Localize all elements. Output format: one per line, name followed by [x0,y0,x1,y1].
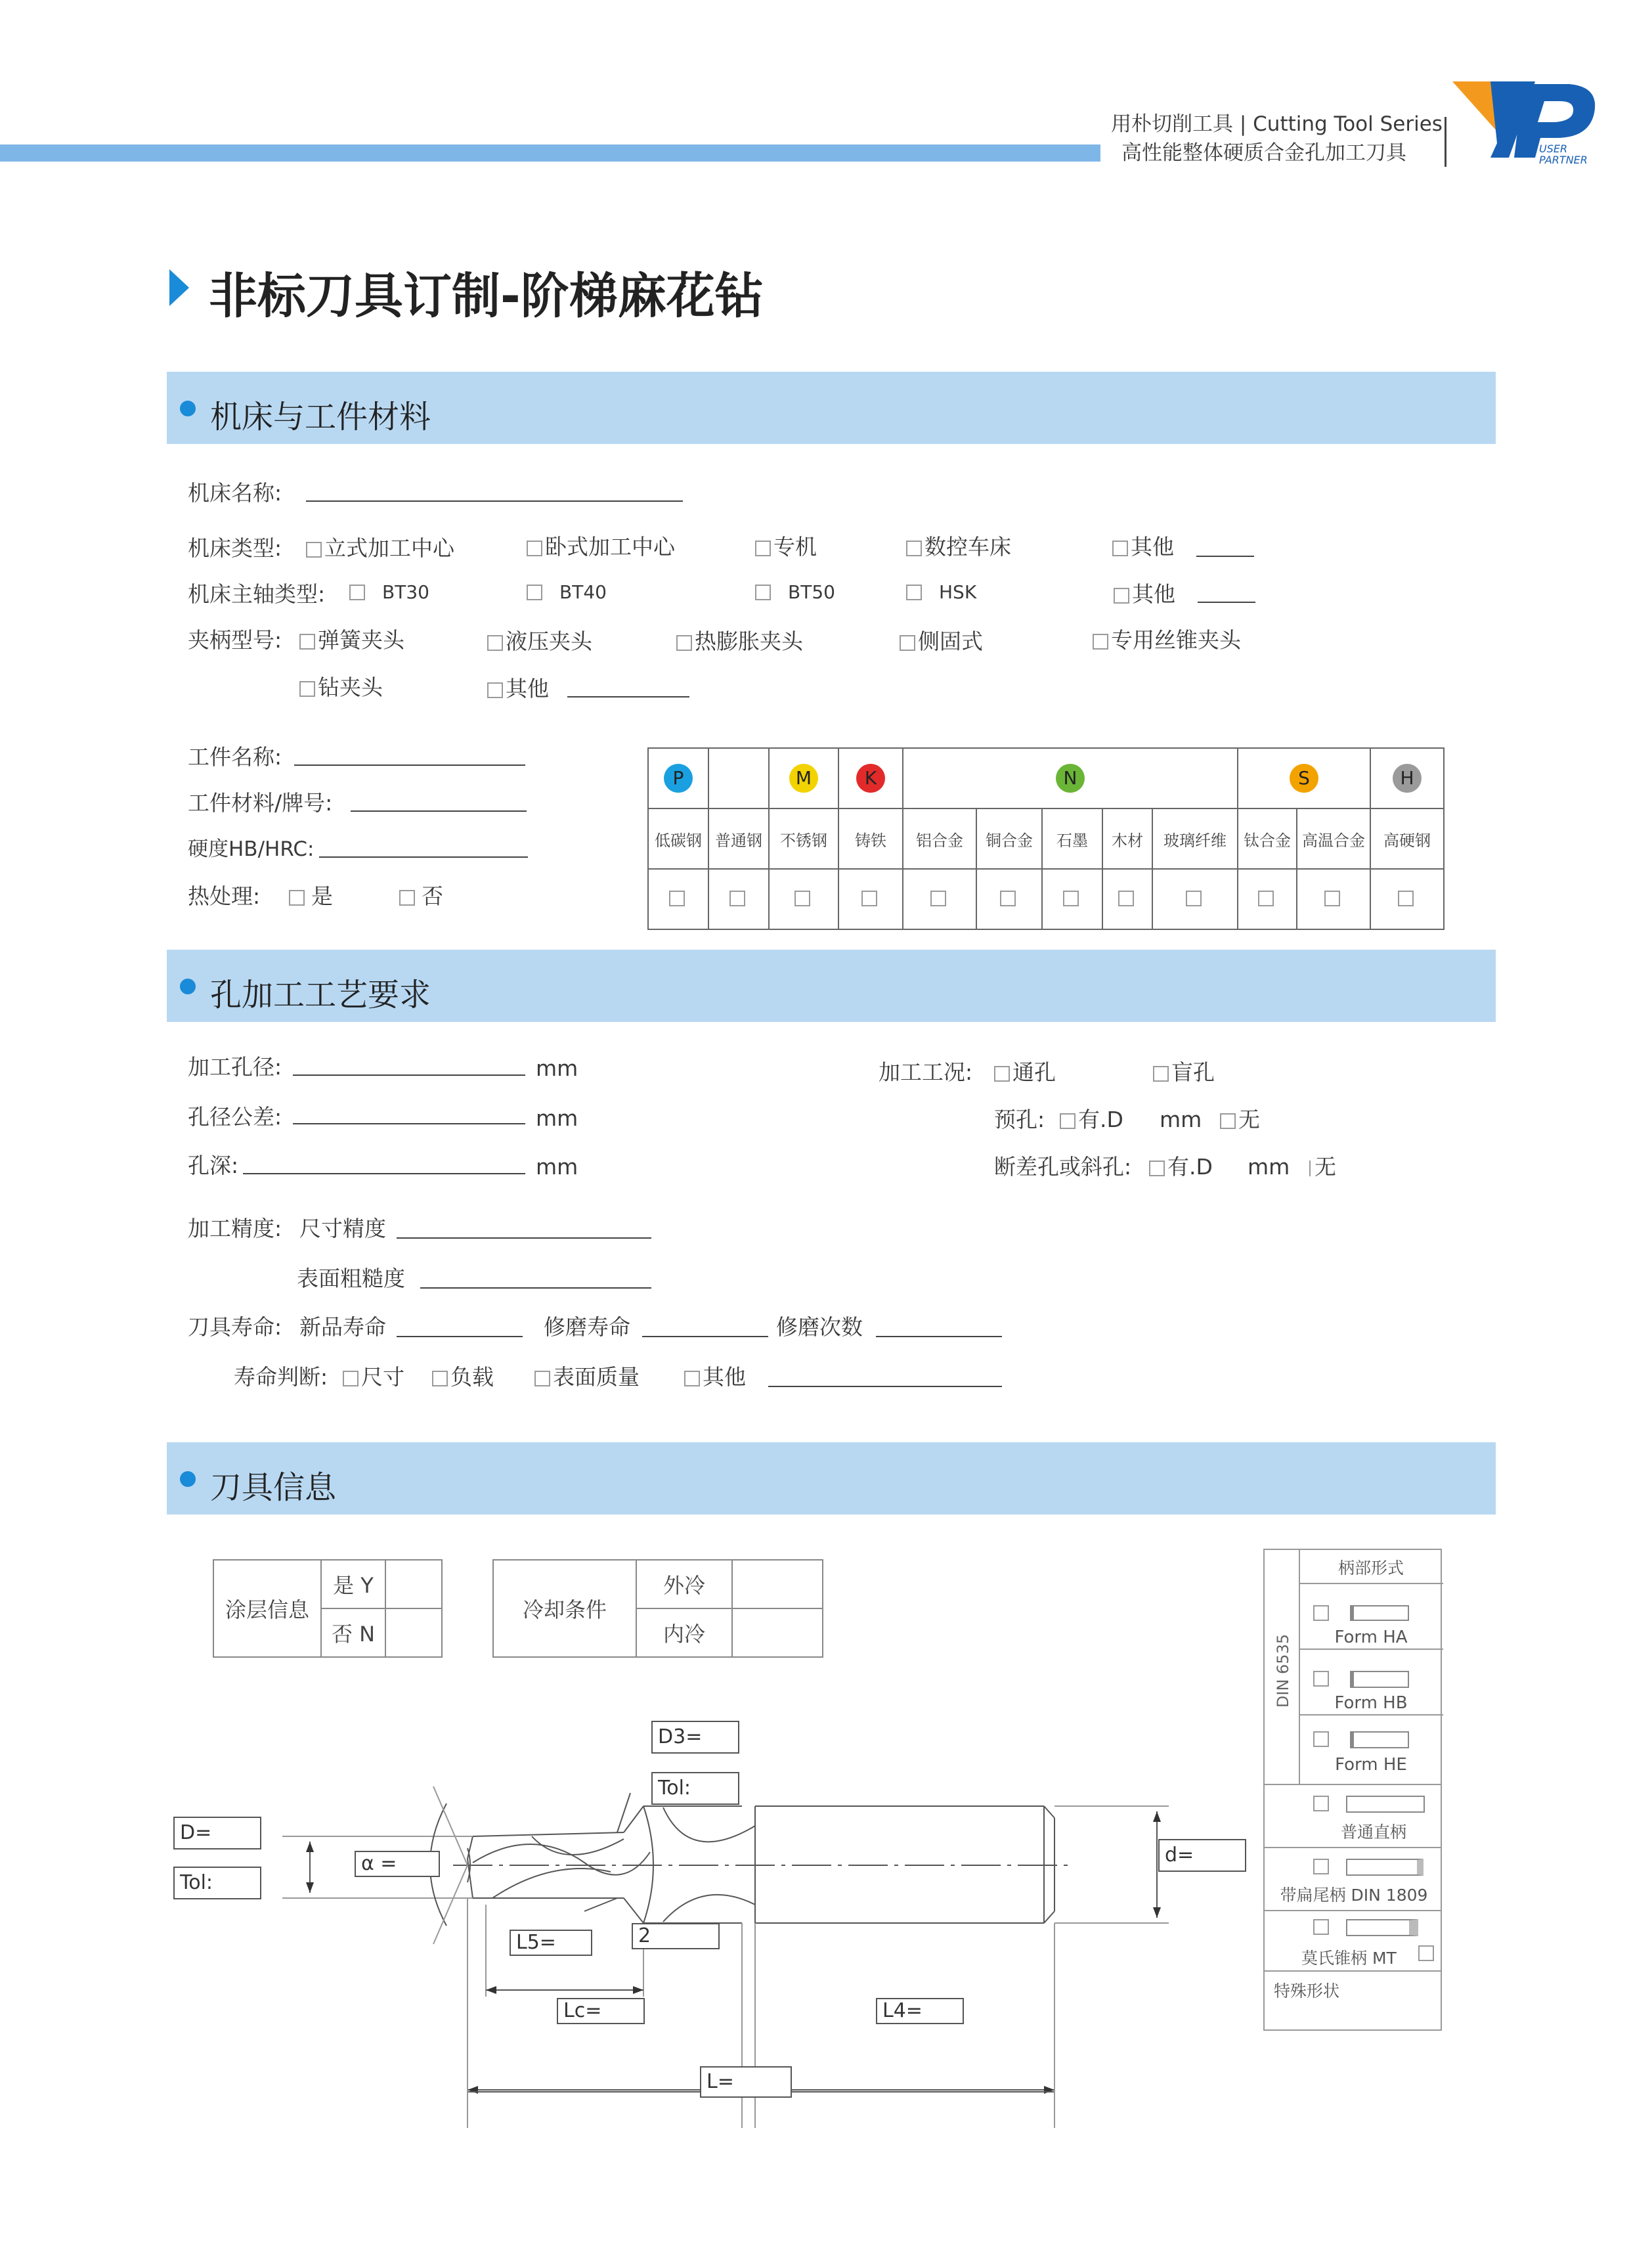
spindle-other[interactable]: 其他 [1114,583,1175,605]
cond-blind[interactable]: 盲孔 [1153,1061,1215,1083]
mt-cnc-lathe[interactable]: 数控车床 [906,536,1011,558]
step-hole-no[interactable]: 无 [1309,1156,1336,1178]
checkbox[interactable] [906,585,922,600]
checkbox[interactable] [676,635,692,651]
material-fiberglass: 玻璃纤维 [1152,808,1238,869]
group-s [1238,748,1370,808]
mt-other[interactable]: 其他 [1112,536,1174,558]
group-h [1370,748,1444,808]
shank-ha-checkbox[interactable] [1313,1605,1329,1621]
new-life-label: 新品寿命 [299,1314,386,1340]
hole-diameter-label: 加工孔径: [188,1054,282,1080]
workpiece-material-label: 工件材料/牌号: [188,790,333,816]
coating-no-cell[interactable] [385,1608,442,1657]
coating-no-label: 否 N [321,1608,385,1657]
holder-side-lock[interactable]: 侧固式 [900,631,983,652]
shank-flat-checkbox[interactable] [1313,1859,1329,1874]
machine-name-label: 机床名称: [188,480,282,506]
group-m-icon: M [789,764,818,793]
coating-yes-label: 是 Y [321,1560,385,1608]
material-cast-iron: 铸铁 [838,808,903,869]
unit-mm: mm [1160,1107,1202,1132]
checkbox[interactable] [1398,891,1414,906]
shank-mt-size-checkbox[interactable] [1418,1945,1434,1961]
heat-no[interactable]: 否 [399,885,443,907]
checkbox[interactable] [755,541,771,556]
workpiece-name-field[interactable] [294,764,525,766]
regrind-count-label: 修磨次数 [776,1314,863,1340]
section-dot-icon [180,401,196,416]
series-line-1: 用朴切削工具 | Cutting Tool Series [1111,112,1443,136]
shank-he-checkbox[interactable] [1313,1731,1329,1747]
unit-mm: mm [536,1154,578,1180]
checkbox[interactable] [527,541,542,556]
dim-shank-d-box[interactable]: d= [1158,1839,1246,1872]
checkbox[interactable] [755,585,771,600]
hole-diameter-field[interactable] [293,1074,525,1076]
holder-other[interactable]: 其他 [487,678,549,699]
mt-vertical[interactable]: 立式加工中心 [306,537,454,559]
material-checkbox-cell[interactable] [838,869,903,929]
holder-shrink[interactable]: 热膨胀夹头 [676,631,803,652]
material-checkbox-cell[interactable] [1102,869,1152,929]
group-k-icon: K [856,764,885,793]
shank-special-label: 特殊形状 [1274,1981,1340,2001]
machine-name-field[interactable] [306,500,683,502]
heat-yes[interactable]: 是 [289,885,333,907]
checkbox[interactable] [1220,1113,1236,1129]
roughness-field[interactable] [420,1287,651,1289]
heat-treatment-label: 热处理: [188,883,261,909]
material-checkbox-cell[interactable] [1370,869,1444,929]
hole-depth-label: 孔深: [188,1153,239,1178]
group-s-icon: S [1290,764,1318,793]
checkbox[interactable] [861,891,877,906]
cond-through[interactable]: 通孔 [994,1061,1056,1083]
shank-hb-checkbox[interactable] [1313,1671,1329,1687]
checkbox[interactable] [1149,1161,1165,1176]
judge-other-field[interactable] [768,1386,1002,1387]
din-label: DIN 6535 [1274,1633,1293,1708]
cooling-internal-label: 内冷 [636,1608,732,1657]
spindle-label: 机床主轴类型: [188,581,326,607]
holder-hydraulic[interactable]: 液压夹头 [487,631,592,652]
shank-mt-icon [1346,1919,1418,1936]
spindle-bt40[interactable]: BT40 [527,583,607,602]
section-title: 孔加工工艺要求 [210,977,431,1013]
holder-collet[interactable]: 弹簧夹头 [299,629,404,651]
mt-special[interactable]: 专机 [755,536,817,558]
prehole-label: 预孔: [994,1107,1045,1132]
checkbox[interactable] [930,891,946,906]
section-title: 刀具信息 [210,1469,337,1506]
section-dot-icon [180,1471,196,1487]
checkbox[interactable] [684,1371,700,1386]
checkbox[interactable] [1118,891,1134,906]
group-n [903,748,1238,808]
holder-label: 夹柄型号: [188,627,282,653]
checkbox[interactable] [1186,891,1202,906]
shank-ha-label: Form HA [1334,1627,1408,1647]
judge-surface[interactable]: 表面质量 [534,1366,640,1388]
coating-table [213,1559,443,1658]
condition-label: 加工工况: [879,1059,973,1085]
spindle-bt30[interactable]: BT30 [349,583,429,602]
page-title: 非标刀具订制-阶梯麻花钻 [209,268,764,324]
dim-accuracy-label: 尺寸精度 [299,1216,386,1241]
unit-mm: mm [536,1055,578,1081]
dim-l5-box[interactable]: L5= [510,1930,592,1956]
step-drill-drawing [164,1708,1267,2128]
shank-hb-label: Form HB [1334,1693,1408,1713]
checkbox[interactable] [1093,634,1108,650]
shank-mt-checkbox[interactable] [1313,1919,1329,1935]
step-hole-label: 断差孔或斜孔: [994,1154,1132,1180]
checkbox[interactable] [299,681,315,697]
shank-flat-label: 带扁尾柄 DIN 1809 [1280,1886,1428,1905]
title-arrow-icon [169,269,189,306]
shank-title: 柄部形式 [1337,1559,1404,1578]
coating-label: 涂层信息 [213,1560,321,1657]
overall-length-ext-left [467,1997,468,2128]
dim-tol1-box[interactable]: Tol: [173,1867,261,1899]
checkbox[interactable] [1063,891,1079,906]
checkbox[interactable] [534,1371,550,1386]
step-hole-yes[interactable]: 有.D [1149,1156,1213,1178]
checkbox[interactable] [299,634,315,650]
material-common-steel: 普通钢 [708,808,769,869]
checkbox[interactable] [289,890,305,906]
hole-depth-field[interactable] [243,1173,525,1174]
spindle-other-field[interactable] [1198,602,1255,603]
cooling-external-cell[interactable] [732,1560,823,1608]
dim-d-box[interactable]: D= [173,1817,261,1849]
checkbox[interactable] [900,635,915,651]
checkbox[interactable] [1000,891,1016,906]
tool-life-label: 刀具寿命: [188,1314,282,1340]
new-life-field[interactable] [397,1336,523,1337]
section-machine-material [167,372,1496,444]
material-checkbox-cell[interactable] [976,869,1042,929]
checkbox[interactable] [527,585,542,600]
shank-he-label: Form HE [1335,1755,1407,1775]
series-line-2: 高性能整体硬质合金孔加工刀具 [1121,141,1406,165]
cooling-table [492,1559,823,1658]
workpiece-name-label: 工件名称: [188,744,282,770]
checkbox[interactable] [1153,1066,1169,1082]
spindle-hsk[interactable]: HSK [906,583,976,602]
material-checkbox-cell[interactable] [769,869,838,929]
prehole-no[interactable]: 无 [1220,1109,1260,1130]
dim-accuracy-field[interactable] [397,1237,651,1239]
machine-type-label: 机床类型: [188,535,282,561]
group-n-icon: N [1056,764,1085,793]
regrind-life-field[interactable] [642,1336,768,1337]
checkbox[interactable] [906,541,922,556]
judge-other[interactable]: 其他 [684,1366,746,1388]
checkbox[interactable] [487,682,503,698]
unit-mm: mm [536,1105,578,1131]
section-tool-info [167,1442,1496,1515]
unit-mm: mm [1248,1154,1290,1180]
group-p-icon: P [664,764,693,793]
material-copper: 铜合金 [976,808,1042,869]
material-checkbox-cell[interactable] [708,869,769,929]
checkbox[interactable] [1324,891,1340,906]
material-stainless: 不锈钢 [769,808,838,869]
material-checkbox-cell[interactable] [648,869,708,929]
holder-tap[interactable]: 专用丝锥夹头 [1093,629,1241,651]
section-title: 机床与工件材料 [210,399,431,435]
shank-he-icon [1350,1731,1409,1748]
material-titanium: 钛合金 [1238,808,1297,869]
judge-load[interactable]: 负载 [432,1366,494,1388]
group-p [648,748,708,808]
hole-tolerance-field[interactable] [293,1123,525,1124]
checkbox[interactable] [432,1371,448,1386]
dim-tol2-box[interactable]: Tol: [651,1772,739,1805]
holder-drill-chuck[interactable]: 钻夹头 [299,676,383,698]
group-m [769,748,838,808]
checkbox[interactable] [669,891,685,906]
company-logo [1451,77,1609,169]
material-table [647,747,1445,930]
dim-two-box[interactable]: 2 [632,1923,720,1949]
material-superalloy: 高温合金 [1297,808,1370,869]
cooling-internal-cell[interactable] [732,1608,823,1657]
checkbox[interactable] [306,542,322,558]
checkbox[interactable] [794,891,810,906]
cooling-external-label: 外冷 [636,1560,732,1608]
hardness-label: 硬度HB/HRC: [188,837,315,861]
checkbox[interactable] [1112,541,1128,556]
material-checkbox-cell[interactable] [1152,869,1238,929]
material-aluminum: 铝合金 [903,808,976,869]
judge-size[interactable]: 尺寸 [343,1366,404,1388]
dim-alpha-box[interactable]: α = [355,1851,440,1877]
checkbox[interactable] [1258,891,1274,906]
prehole-yes[interactable]: 有.D [1060,1109,1123,1130]
shank-straight-icon [1346,1796,1425,1813]
material-checkbox-cell[interactable] [1297,869,1370,929]
material-checkbox-cell[interactable] [1238,869,1297,929]
life-judge-label: 寿命判断: [234,1364,328,1390]
checkbox[interactable] [349,585,365,600]
shank-type-panel [1263,1549,1442,2031]
checkbox[interactable] [343,1371,359,1386]
coating-yes-cell[interactable] [385,1560,442,1608]
accuracy-label: 加工精度: [188,1216,282,1241]
material-graphite: 石墨 [1042,808,1102,869]
dim-l-box[interactable]: L= [700,2066,792,2098]
header-accent-bar [0,144,1100,162]
section-dot-icon [180,979,196,994]
material-wood: 木材 [1102,808,1152,869]
checkbox[interactable] [399,890,415,906]
checkbox[interactable] [1114,588,1129,604]
dim-l4-box[interactable]: L4= [876,1998,964,2024]
shank-mt-label: 莫氏锥柄 MT [1301,1949,1397,1968]
workpiece-material-field[interactable] [351,810,527,812]
overall-length-ext-right [1054,1997,1055,2128]
group-k [838,748,903,808]
dim-d3-box[interactable]: D3= [651,1721,739,1754]
material-checkbox-cell[interactable] [903,869,976,929]
material-low-carbon: 低碳钢 [648,808,708,869]
mt-other-field[interactable] [1196,556,1254,557]
cooling-label: 冷却条件 [493,1560,636,1657]
spindle-bt50[interactable]: BT50 [755,583,835,602]
shank-ha-icon [1350,1605,1409,1621]
section-hole-process [167,950,1496,1022]
regrind-count-field[interactable] [876,1336,1002,1337]
material-hardened: 高硬钢 [1370,808,1444,869]
checkbox[interactable] [994,1066,1010,1082]
roughness-label: 表面粗糙度 [297,1266,405,1291]
shank-straight-label: 普通直柄 [1340,1823,1406,1842]
shank-hb-icon [1350,1671,1409,1688]
logo-text: USER PARTNER [1539,143,1588,166]
regrind-life-label: 修磨寿命 [544,1314,630,1340]
group-h-icon: H [1393,764,1422,793]
checkbox[interactable] [1060,1113,1076,1129]
mt-horizontal[interactable]: 卧式加工中心 [527,536,675,558]
checkbox[interactable] [487,635,503,651]
hole-tolerance-label: 孔径公差: [188,1104,282,1130]
shank-straight-checkbox[interactable] [1313,1796,1329,1811]
checkbox[interactable] [729,891,745,906]
header-divider [1445,117,1446,167]
holder-other-field[interactable] [567,696,689,697]
hardness-field[interactable] [319,856,528,858]
checkbox[interactable] [1309,1161,1312,1176]
material-checkbox-cell[interactable] [1042,869,1102,929]
shank-flat-icon [1346,1859,1424,1876]
dim-lc-box[interactable]: Lc= [557,1998,645,2024]
